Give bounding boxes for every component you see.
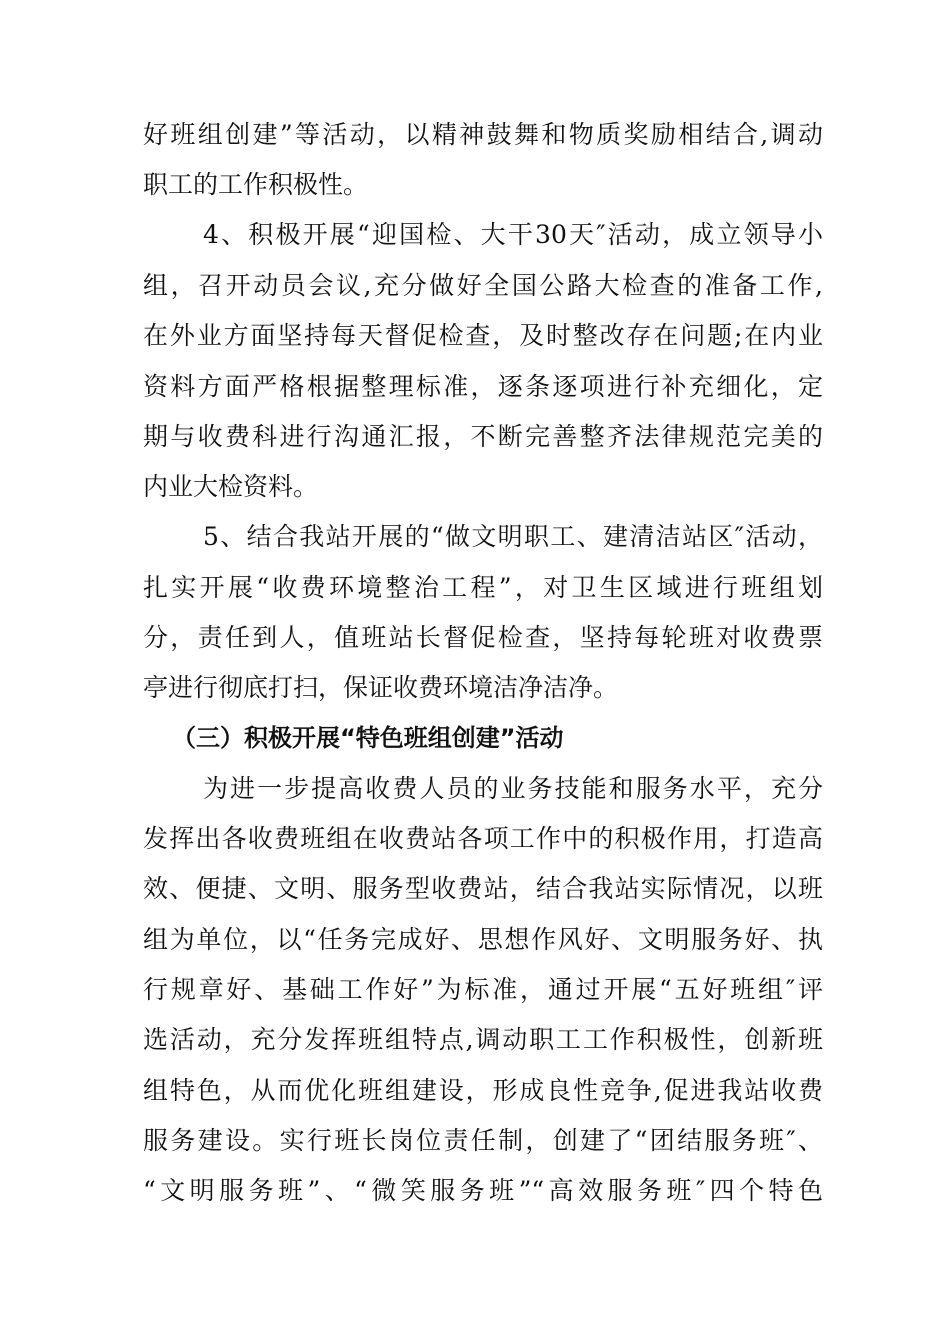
text-line: 行规章好、基础工作好”为标准，通过开展“五好班组″评 (143, 975, 823, 1004)
text-line: 扎实开展“收费环境整治工程”，对卫生区域进行班组划 (143, 573, 823, 602)
text-line: 4、积极开展“迎国检、大干30天″活动，成立领导小 (203, 220, 823, 249)
text-line: 职工的工作积极性。 (143, 170, 369, 199)
text-line: 亭进行彻底打扫，保证收费环境洁净洁净。 (143, 673, 619, 702)
text-line: 效、便捷、文明、服务型收费站，结合我站实际情况，以班 (143, 874, 823, 903)
section-heading: （三）积极开展“特色班组创建”活动 (172, 724, 564, 752)
text-line: 组，召开动员会议,充分做好全国公路大检查的准备工作, (143, 271, 823, 300)
text-line: 为进一步提高收费人员的业务技能和服务水平，充分 (203, 774, 823, 803)
text-line: 组为单位，以“任务完成好、思想作风好、文明服务好、执 (143, 925, 823, 954)
text-line: 组特色，从而优化班组建设，形成良性竞争,促进我站收费 (143, 1076, 823, 1105)
text-line: 内业大检资料。 (143, 472, 319, 501)
text-line: 服务建设。实行班长岗位责任制，创建了“团结服务班″、 (143, 1126, 823, 1155)
text-line: 发挥出各收费班组在收费站各项工作中的积极作用，打造高 (143, 824, 823, 853)
text-line: 分，责任到人，值班站长督促检查，坚持每轮班对收费票 (143, 623, 823, 652)
text-line: “文明服务班”、“微笑服务班”“高效服务班″四个特色 (143, 1176, 823, 1205)
text-line: 资料方面严格根据整理标准，逐条逐项进行补充细化，定 (143, 372, 823, 401)
text-line: 好班组创建”等活动，以精神鼓舞和物质奖励相结合,调动 (143, 120, 823, 149)
text-line: 期与收费科进行沟通汇报，不断完善整齐法律规范完美的 (143, 422, 823, 451)
text-line: 在外业方面坚持每天督促检查，及时整改存在问题;在内业 (143, 321, 823, 350)
text-line: 选活动，充分发挥班组特点,调动职工工作积极性，创新班 (143, 1025, 823, 1054)
text-line: 5、结合我站开展的“做文明职工、建清洁站区″活动， (203, 522, 823, 551)
